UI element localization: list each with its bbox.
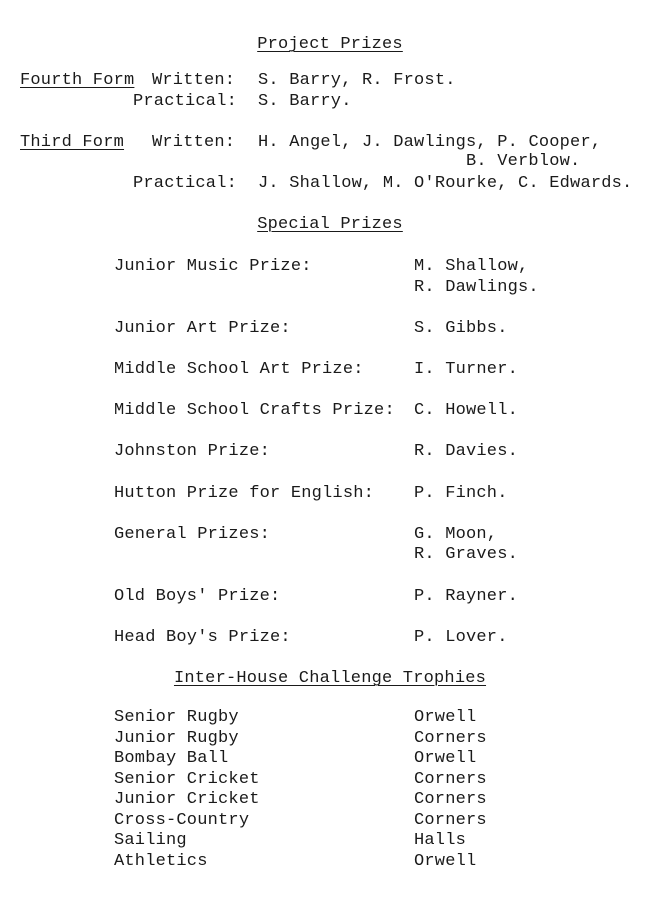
trophy-house: Orwell [414, 852, 477, 871]
trophy-event: Junior Cricket [114, 790, 260, 809]
prize-winner: P. Lover. [414, 628, 508, 647]
prize-name: Old Boys' Prize: [114, 587, 281, 606]
trophy-event: Senior Cricket [114, 770, 260, 789]
prize-name: Head Boy's Prize: [114, 628, 291, 647]
trophy-event: Senior Rugby [114, 708, 239, 727]
prize-winner: P. Rayner. [414, 587, 519, 606]
prize-winner: G. Moon, [414, 525, 498, 544]
trophy-event: Cross-Country [114, 811, 250, 830]
prize-winner: C. Howell. [414, 401, 519, 420]
trophy-house: Corners [414, 729, 487, 748]
fourth-form-written-label: Written: [152, 71, 236, 90]
trophy-event: Junior Rugby [114, 729, 239, 748]
third-form-label: Third Form [20, 133, 125, 152]
trophy-house: Orwell [414, 708, 477, 727]
trophy-house: Corners [414, 770, 487, 789]
third-form-written-value-2: B. Verblow. [466, 152, 581, 171]
fourth-form-written-value: S. Barry, R. Frost. [258, 71, 456, 90]
prize-winner: R. Davies. [414, 442, 519, 461]
fourth-form-label: Fourth Form [20, 71, 135, 90]
prize-winner: I. Turner. [414, 360, 519, 379]
prize-winner-second: R. Graves. [414, 545, 519, 564]
trophy-event: Bombay Ball [114, 749, 229, 768]
prize-name: Johnston Prize: [114, 442, 271, 461]
third-form-written-value-1: H. Angel, J. Dawlings, P. Cooper, [258, 133, 602, 152]
special-prizes-heading: Special Prizes [257, 215, 403, 234]
trophies-heading: Inter-House Challenge Trophies [173, 669, 487, 688]
trophy-house: Orwell [414, 749, 477, 768]
prize-name: Middle School Art Prize: [114, 360, 364, 379]
trophy-house: Corners [414, 790, 487, 809]
fourth-form-practical-value: S. Barry. [258, 92, 352, 111]
prize-winner-second: R. Dawlings. [414, 278, 539, 297]
third-form-written-label: Written: [152, 133, 236, 152]
prize-name: Middle School Crafts Prize: [114, 401, 395, 420]
trophy-house: Halls [414, 831, 467, 850]
trophy-event: Sailing [114, 831, 187, 850]
trophy-event: Athletics [114, 852, 208, 871]
prize-winner: P. Finch. [414, 484, 508, 503]
third-form-practical-value: J. Shallow, M. O'Rourke, C. Edwards. [258, 174, 633, 193]
trophy-house: Corners [414, 811, 487, 830]
prize-winner: M. Shallow, [414, 257, 529, 276]
third-form-practical-label: Practical: [133, 174, 238, 193]
fourth-form-practical-label: Practical: [133, 92, 238, 111]
prize-name: Hutton Prize for English: [114, 484, 375, 503]
prize-name: General Prizes: [114, 525, 271, 544]
prize-name: Junior Art Prize: [114, 319, 291, 338]
prize-winner: S. Gibbs. [414, 319, 508, 338]
project-prizes-heading: Project Prizes [257, 35, 403, 54]
prize-name: Junior Music Prize: [114, 257, 312, 276]
